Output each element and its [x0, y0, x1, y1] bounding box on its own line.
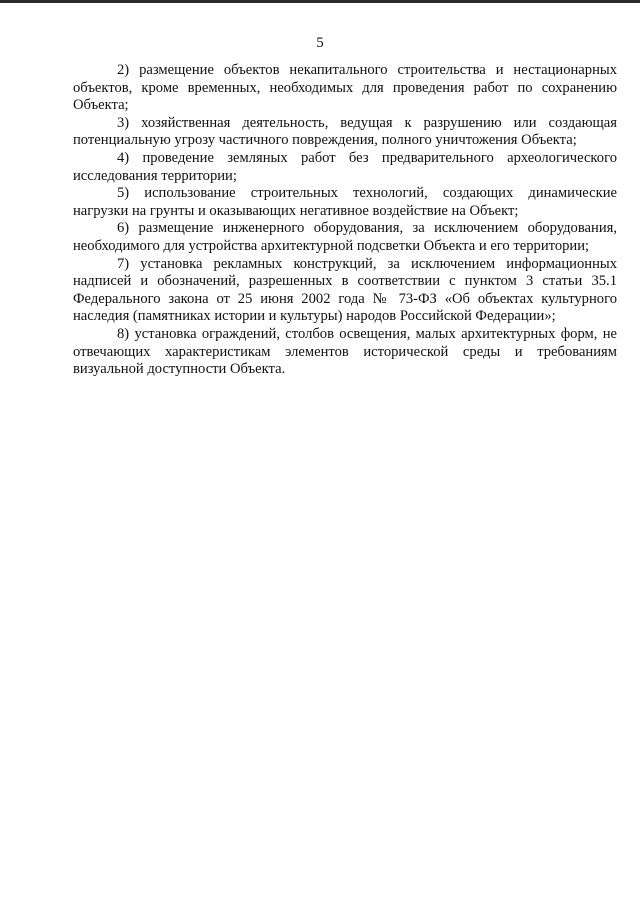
list-item-7: 7) установка рекламных конструкций, за исключением информационных надписей и обозначений, разрешенных в соответствии с пунктом 3 статьи 35.1 Федерального закона от 25 июня 2002 года № 73-ФЗ «Об объектах культурного наследия (памятниках истории и культуры) народов Российской Федерации»;	[73, 255, 617, 325]
list-item-6: 6) размещение инженерного оборудования, за исключением оборудования, необходимого для устройства архитектурной подсветки Объекта и его территории;	[73, 220, 617, 254]
scan-top-edge	[0, 0, 640, 3]
list-item-4: 4) проведение земляных работ без предварительного археологического исследования территории;	[73, 149, 617, 184]
list-item-3: 3) хозяйственная деятельность, ведущая к разрушению или создающая потенциальную угрозу частичного повреждения, полного уничтожения Объекта;	[73, 114, 617, 149]
list-item-8: 8) установка ограждений, столбов освещения, малых архитектурных форм, не отвечающих характеристикам элементов исторической среды и требованиям визуальной доступности Объекта.	[73, 325, 617, 378]
list-item-5: 5) использование строительных технологий, создающих динамические нагрузки на грунты и оказывающих негативное воздействие на Объект;	[73, 185, 617, 219]
page-number: 5	[316, 35, 324, 51]
list-item-2: 2) размещение объектов некапитального строительства и нестационарных объектов, кроме временных, необходимых для проведения работ по сохранению Объекта;	[73, 62, 617, 114]
document-body	[73, 62, 617, 379]
